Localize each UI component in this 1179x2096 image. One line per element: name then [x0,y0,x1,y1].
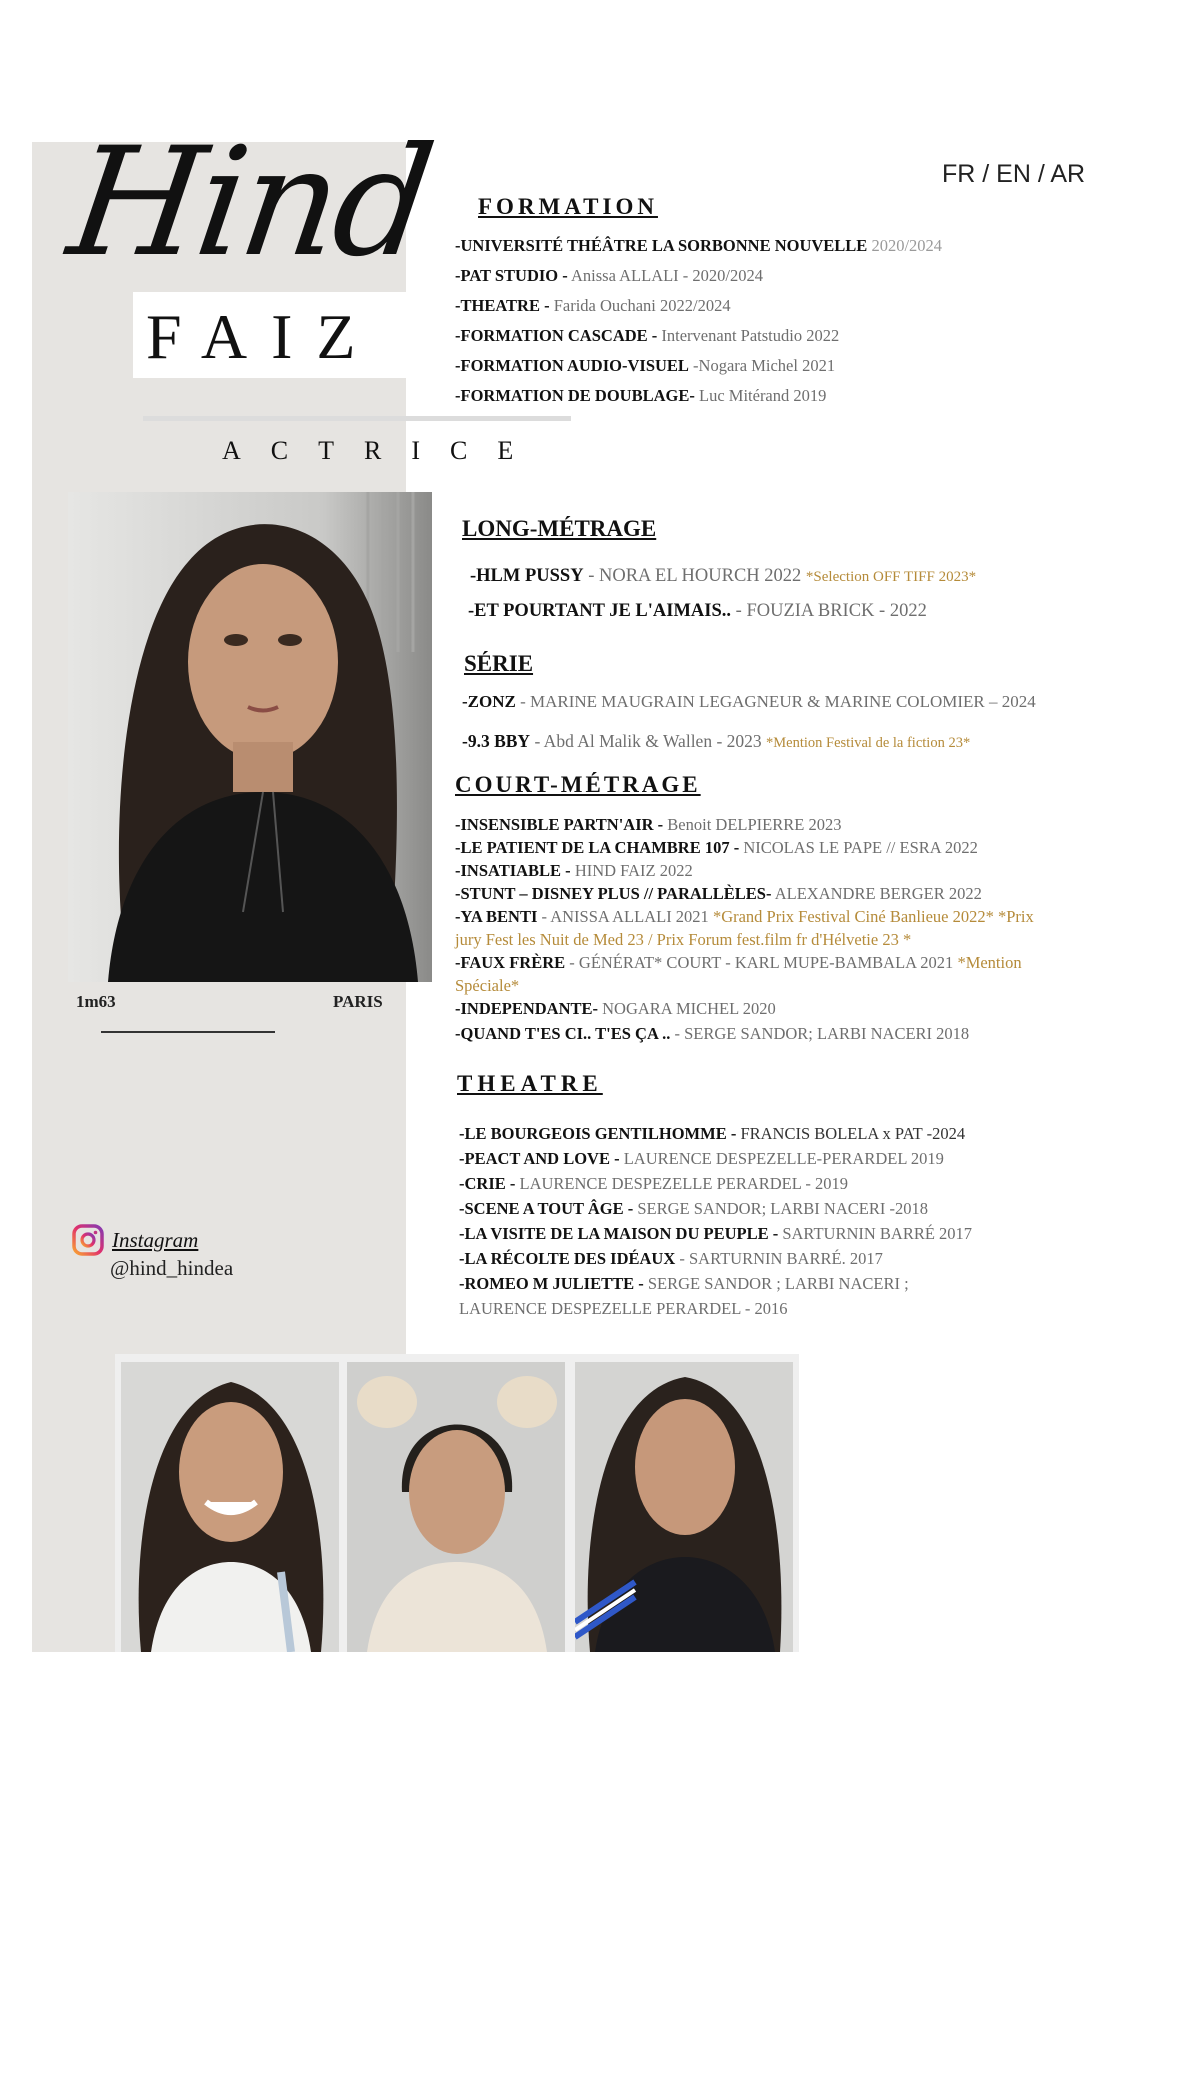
theatre-item: -ROMEO M JULIETTE - SERGE SANDOR ; LARBI NACERI ; [459,1274,909,1293]
court-metrage-item: -QUAND T'ES CI.. T'ES ÇA .. - SERGE SANDOR; LARBI NACERI 2018 [455,1024,970,1043]
serie-item: -ZONZ - MARINE MAUGRAIN LEGAGNEUR & MARINE COLOMIER – 2024 [462,692,1036,711]
formation-item: -FORMATION AUDIO-VISUEL -Nogara Michel 2021 [455,356,836,375]
formation-item: -THEATRE - Farida Ouchani 2022/2024 [455,296,731,315]
court-metrage-item: -FAUX FRÈRE - GÉNÉRAT* COURT - KARL MUPE-BAMBALA 2021 *Mention [455,953,1022,972]
formation-item: -FORMATION CASCADE - Intervenant Patstudio 2022 [455,326,840,345]
role-title: ACTRICE [222,436,544,465]
formation-item: -FORMATION DE DOUBLAGE- Luc Mitérand 2019 [455,386,827,405]
instagram-handle[interactable]: @hind_hindea [110,1256,234,1280]
language-switcher[interactable]: FR / EN / AR [942,160,1086,188]
formation-item: -PAT STUDIO - Anissa ALLALI - 2020/2024 [455,266,764,285]
formation-item: -UNIVERSITÉ THÉÂTRE LA SORBONNE NOUVELLE 2020/2024 [455,236,943,255]
court-metrage-item-continued: jury Fest les Nuit de Med 23 / Prix Forum fest.film fr d'Hélvetie 23 * [455,930,912,949]
long-metrage-item: -ET POURTANT JE L'AIMAIS.. - FOUZIA BRICK - 2022 [468,601,927,621]
long-metrage-item: -HLM PUSSY - NORA EL HOURCH 2022 *Selection OFF TIFF 2023* [470,566,977,586]
theatre-item: -SCENE A TOUT ÂGE - SERGE SANDOR; LARBI NACERI -2018 [459,1199,928,1218]
portrait-image [68,492,432,982]
court-metrage-item-continued: Spéciale* [455,976,520,995]
short-divider [101,1031,275,1033]
serie-title: SÉRIE [464,651,534,676]
court-metrage-item: -STUNT – DISNEY PLUS // PARALLÈLES- ALEXANDRE BERGER 2022 [455,884,982,903]
first-name: Hind [59,116,440,290]
theatre-title: THEATRE [457,1071,603,1096]
city-value: PARIS [333,992,383,1011]
formation-title: FORMATION [478,194,658,219]
last-name: FAIZ [146,301,380,372]
instagram-label: Instagram [112,1227,199,1252]
long-metrage-title: LONG-MÉTRAGE [462,516,657,541]
court-metrage-item: -YA BENTI - ANISSA ALLALI 2021 *Grand Prix Festival Ciné Banlieue 2022* *Prix [455,907,1034,926]
court-metrage-item: -INSENSIBLE PARTN'AIR - Benoit DELPIERRE 2023 [455,815,842,834]
theatre-item: -LE BOURGEOIS GENTILHOMME - FRANCIS BOLELA x PAT -2024 [459,1124,966,1143]
height-value: 1m63 [76,992,116,1011]
court-metrage-item: -INSATIABLE - HIND FAIZ 2022 [455,861,693,880]
court-metrage-item: -INDEPENDANTE- NOGARA MICHEL 2020 [455,999,776,1018]
court-metrage-title: COURT-MÉTRAGE [455,772,701,797]
instagram-icon [72,1224,104,1256]
theatre-item: -LA RÉCOLTE DES IDÉAUX - SARTURNIN BARRÉ. 2017 [459,1249,883,1268]
instagram-link[interactable] [72,1224,198,1256]
court-metrage-item: -LE PATIENT DE LA CHAMBRE 107 - NICOLAS LE PAPE // ESRA 2022 [455,838,978,857]
divider-line [143,416,571,421]
headshot-hands-up [347,1362,565,1652]
headshot-serious [575,1362,793,1652]
main-portrait-photo [68,492,432,982]
theatre-item: -PEACT AND LOVE - LAURENCE DESPEZELLE-PERARDEL 2019 [459,1149,944,1168]
theatre-item-continued: LAURENCE DESPEZELLE PERARDEL - 2016 [459,1299,788,1318]
serie-item: -9.3 BBY - Abd Al Malik & Wallen - 2023 *Mention Festival de la fiction 23* [462,731,971,751]
theatre-item: -CRIE - LAURENCE DESPEZELLE PERARDEL - 2019 [459,1174,848,1193]
headshot-smiling [121,1362,339,1652]
theatre-item: -LA VISITE DE LA MAISON DU PEUPLE - SARTURNIN BARRÉ 2017 [459,1224,973,1243]
